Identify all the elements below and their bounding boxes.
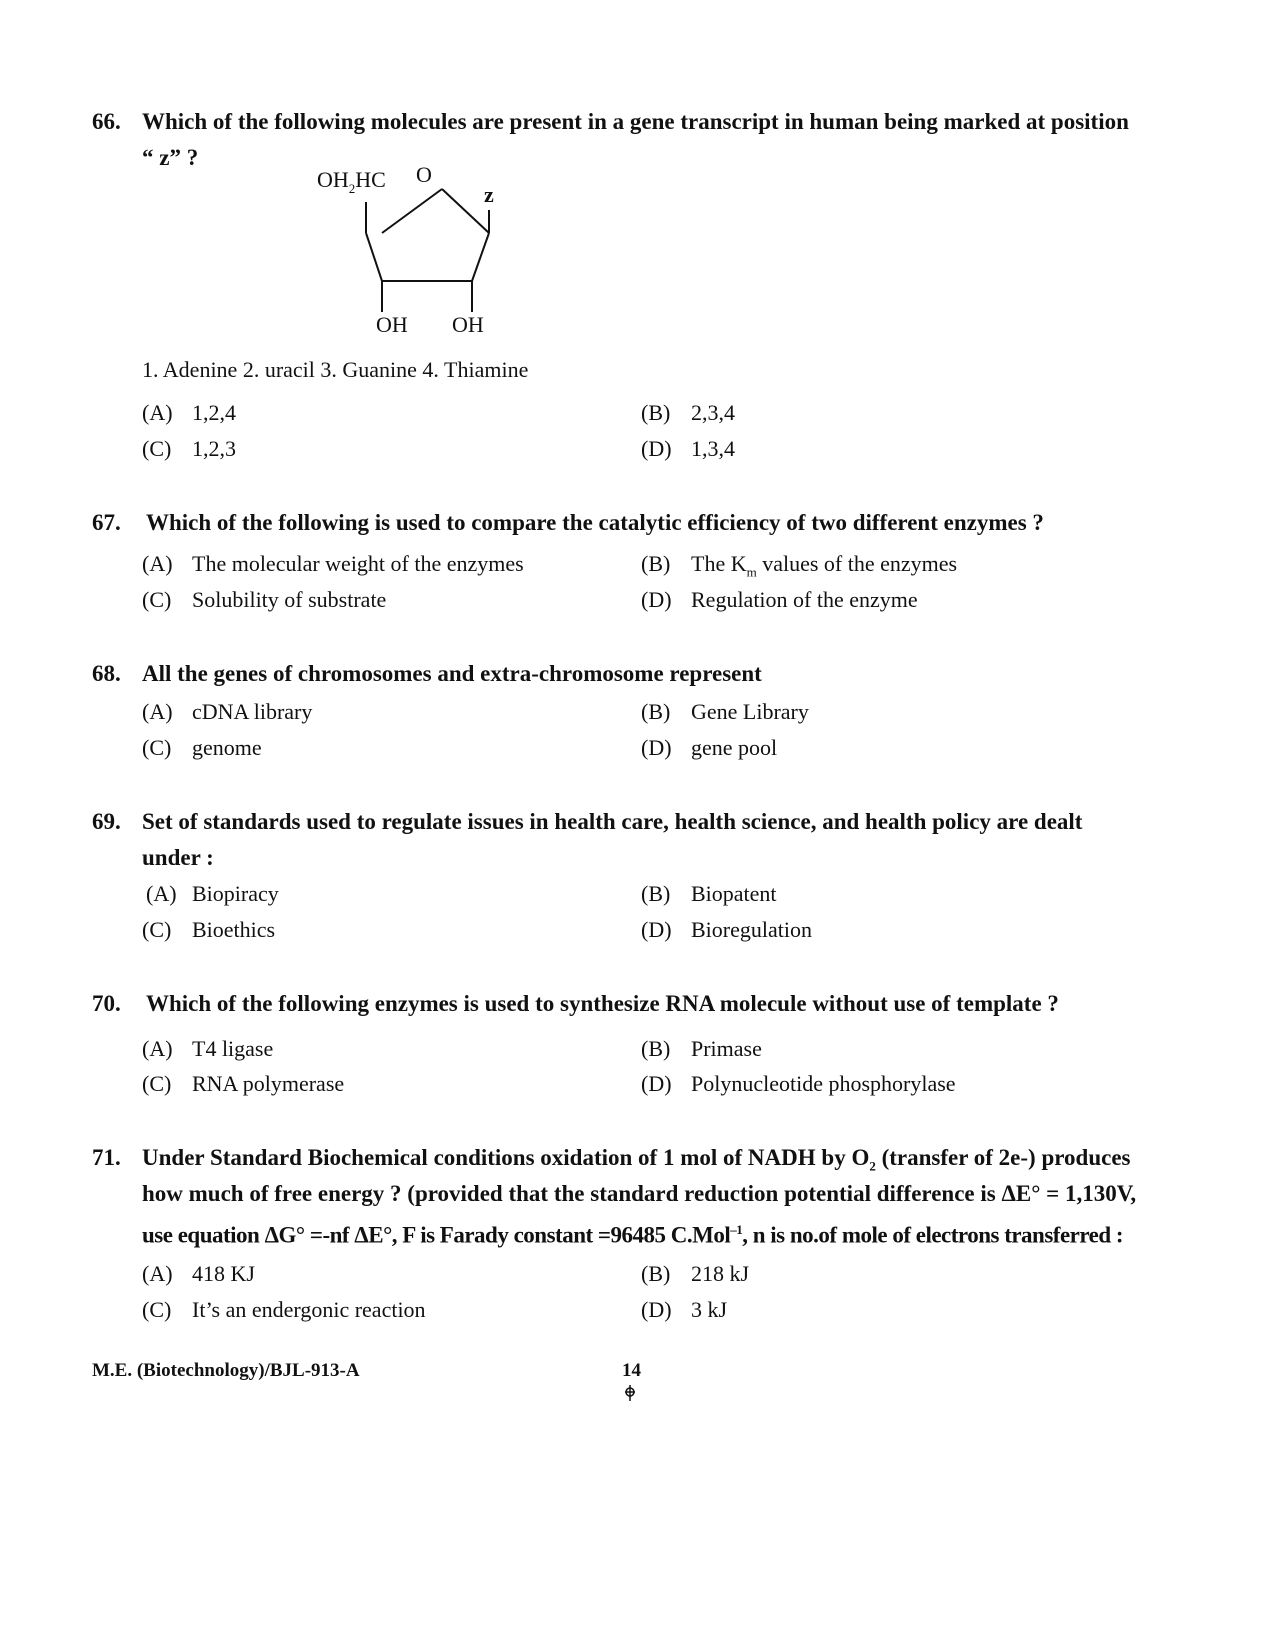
question-text: Which of the following molecules are present in a gene transcript in human being marked at position [142, 109, 1129, 134]
option-68-b[interactable]: (B) Gene Library [641, 699, 809, 724]
option-67-b[interactable]: (B) The $K_m$ values of the enzymes [641, 551, 958, 580]
option-67-c[interactable]: (C) Solubility of substrate [142, 587, 387, 612]
option-71-c[interactable]: (C) It’s an endergonic reaction [142, 1297, 426, 1322]
ring-oxygen-label: O [416, 162, 432, 187]
question-text: All the genes of chromosomes and extra-chromosome represent [142, 661, 762, 686]
option-70-a[interactable]: (A) T4 ligase [142, 1036, 274, 1061]
question-number: 67. [92, 510, 121, 535]
option-69-c[interactable]: (C) Bioethics [142, 917, 276, 942]
position-z-label: z [484, 182, 494, 207]
question-66-list: 1. Adenine 2. uracil 3. Guanine 4. Thiamine [142, 357, 529, 382]
option-70-b[interactable]: (B) Primase [641, 1036, 762, 1061]
question-text: Which of the following enzymes is used to synthesize RNA molecule without use of template ? [146, 991, 1059, 1016]
oh2hc-label: $OH_2HC$ [317, 167, 386, 196]
option-68-d[interactable]: (D) gene pool [641, 735, 778, 760]
question-number: 69. [92, 809, 121, 834]
option-70-d[interactable]: (D) Polynucleotide phosphorylase [641, 1071, 956, 1096]
question-number: 66. [92, 109, 121, 134]
hydroxyl-label-right: OH [452, 312, 484, 337]
option-69-d[interactable]: (D) Bioregulation [641, 917, 812, 942]
registration-mark-icon [623, 1384, 637, 1402]
question-number: 71. [92, 1145, 121, 1170]
question-text: Which of the following is used to compare the catalytic efficiency of two different enzymes ? [146, 510, 1044, 535]
option-66-c[interactable]: (C) 1,2,3 [142, 436, 236, 461]
hydroxyl-label-left: OH [376, 312, 408, 337]
option-66-d[interactable]: (D) 1,3,4 [641, 436, 735, 461]
option-69-b[interactable]: (B) Biopatent [641, 881, 777, 906]
question-71-line2: how much of free energy ? (provided that the standard reduction potential difference is ΔE° = 1,130V, [142, 1181, 1137, 1206]
question-text: Set of standards used to regulate issues in health care, health science, and health policy are dealt [142, 809, 1083, 834]
option-68-c[interactable]: (C) genome [142, 735, 262, 760]
question-66-line1 [92, 104, 1129, 140]
ribose-structure-figure [300, 160, 560, 350]
question-70-line1 [92, 986, 1059, 1022]
option-71-b[interactable]: (B) 218 kJ [641, 1261, 750, 1286]
option-69-a[interactable]: (A) Biopiracy [146, 881, 279, 906]
page-number: 14 [622, 1360, 641, 1381]
question-71-line1: 71. Under Standard Biochemical conditions oxidation of 1 mol of NADH by $O_2$ (transfer of 2e-) produces [92, 1140, 1131, 1185]
option-68-a[interactable]: (A) cDNA library [142, 699, 313, 724]
option-71-a[interactable]: (A) 418 KJ [142, 1261, 255, 1286]
option-67-d[interactable]: (D) Regulation of the enzyme [641, 587, 918, 612]
option-70-c[interactable]: (C) RNA polymerase [142, 1071, 345, 1096]
question-71-line3: use equation ΔG° =-nf ΔE°, F is Farady constant =96485 C.Mol$^{-1}$, n is no.of mole of electrons transferred : [142, 1222, 1124, 1248]
option-66-a[interactable]: (A) 1,2,4 [142, 400, 236, 425]
question-69-line1 [92, 804, 1082, 840]
question-number: 70. [92, 991, 121, 1016]
question-number: 68. [92, 661, 121, 686]
option-67-a[interactable]: (A) The molecular weight of the enzymes [142, 551, 524, 576]
option-66-b[interactable]: (B) 2,3,4 [641, 400, 735, 425]
question-66-line2: “ z” ? [142, 145, 199, 170]
pentose-ring [366, 189, 489, 312]
question-69-line2: under : [142, 845, 214, 870]
question-67-line1 [92, 505, 1044, 541]
question-68-line1 [92, 656, 762, 692]
paper-code: M.E. (Biotechnology)/BJL-913-A [92, 1360, 360, 1381]
option-71-d[interactable]: (D) 3 kJ [641, 1297, 728, 1322]
